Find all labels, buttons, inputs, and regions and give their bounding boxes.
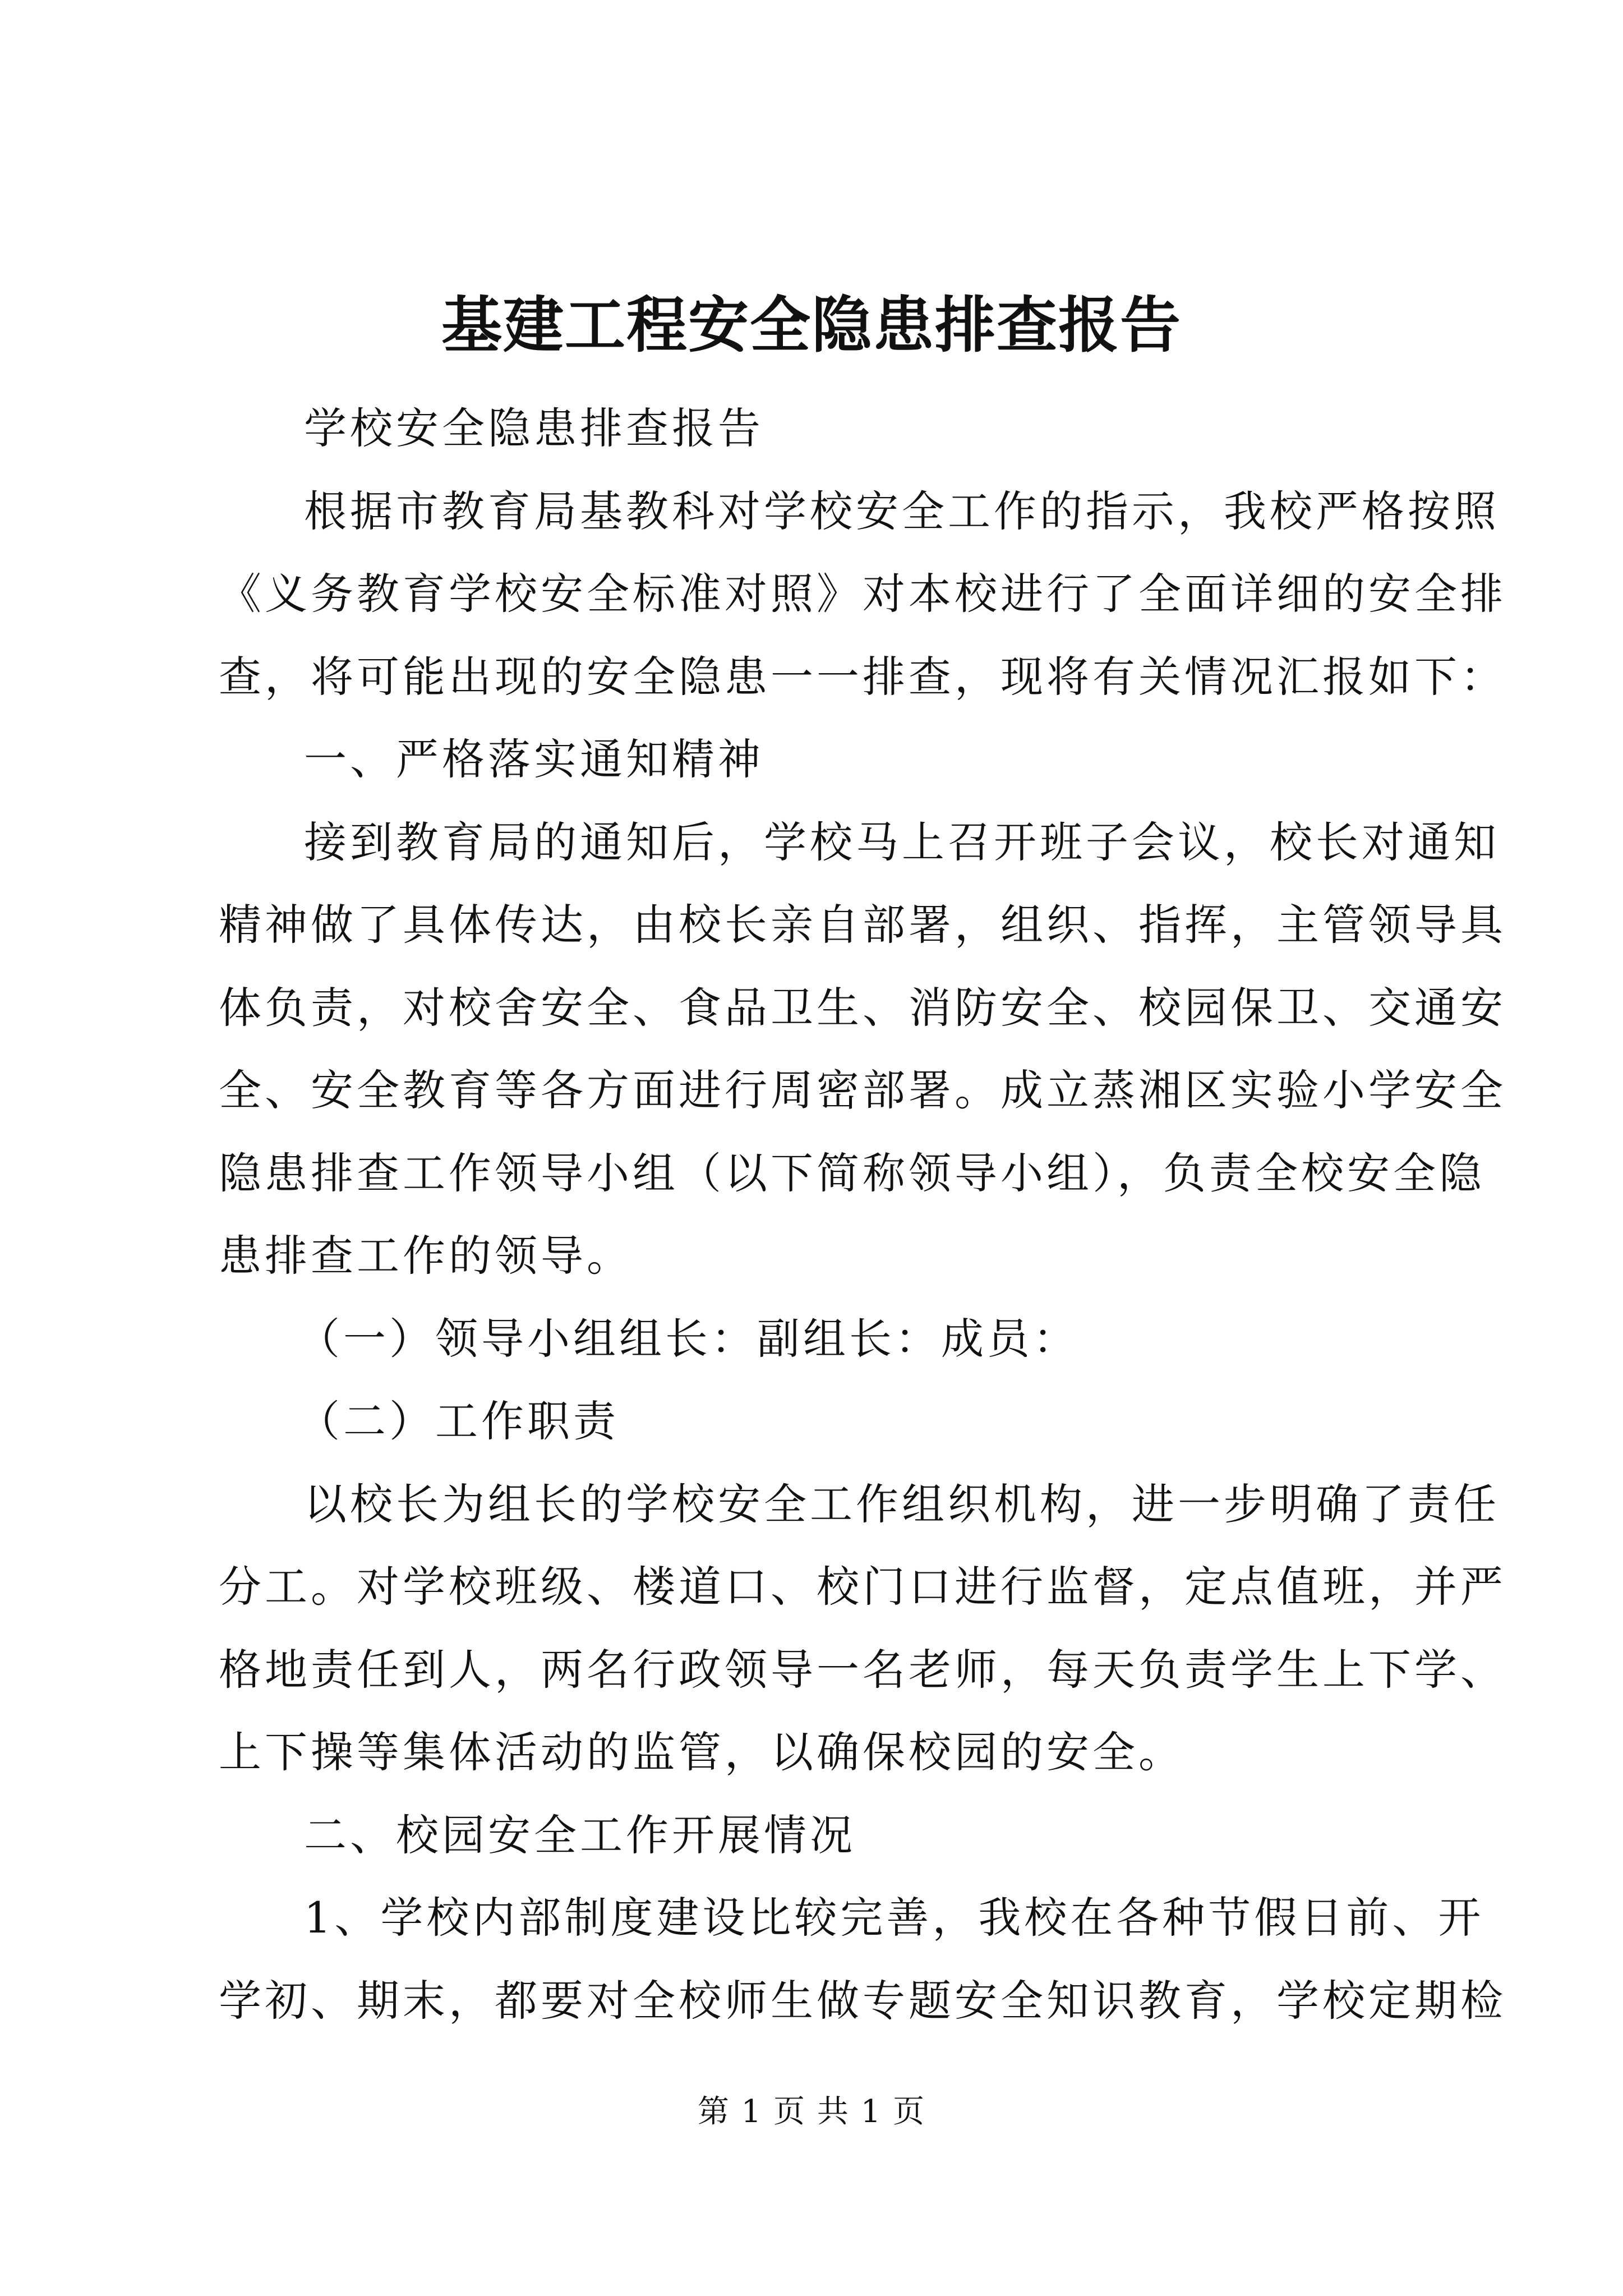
paragraph-line: 格地责任到人，两名行政领导一名老师，每天负责学生上下学、	[219, 1644, 1506, 1695]
paragraph-line: 根据市教育局基教科对学校安全工作的指示，我校严格按照	[304, 486, 1500, 536]
page-footer: 第 1 页 共 1 页	[697, 2093, 926, 2130]
document-body	[219, 387, 1506, 2042]
paragraph-line: 接到教育局的通知后，学校马上召开班子会议，校长对通知	[304, 817, 1500, 867]
paragraph-line: 患排查工作的领导。	[219, 1231, 633, 1281]
paragraph-line: 精神做了具体传达，由校长亲自部署，组织、指挥，主管领导具	[219, 900, 1506, 950]
section-heading: 一、严格落实通知精神	[304, 734, 764, 784]
subsection-heading: （二）工作职责	[297, 1396, 619, 1446]
paragraph-line: 1、学校内部制度建设比较完善，我校在各种节假日前、开	[304, 1893, 1484, 1943]
paragraph-line: 全、安全教育等各方面进行周密部署。成立蒸湘区实验小学安全	[219, 1065, 1506, 1115]
paragraph-line: 上下操等集体活动的监管，以确保校园的安全。	[219, 1727, 1184, 1777]
paragraph-line: 查，将可能出现的安全隐患一一排查，现将有关情况汇报如下：	[219, 651, 1506, 702]
subtitle-line: 学校安全隐患排查报告	[304, 403, 764, 453]
paragraph-line: 分工。对学校班级、楼道口、校门口进行监督，定点值班，并严	[219, 1562, 1506, 1612]
section-heading: 二、校园安全工作开展情况	[304, 1810, 856, 1860]
subsection-heading: （一）领导小组组长：副组长：成员：	[297, 1313, 1079, 1364]
paragraph-line: 隐患排查工作领导小组（以下简称领导小组），负责全校安全隐	[219, 1148, 1485, 1198]
document-title: 基建工程安全隐患排查报告	[441, 290, 1182, 361]
paragraph-line: 学初、期末，都要对全校师生做专题安全知识教育，学校定期检	[219, 1975, 1506, 2026]
paragraph-line: 以校长为组长的学校安全工作组织机构，进一步明确了责任	[304, 1479, 1500, 1529]
paragraph-line: 体负责，对校舍安全、食品卫生、消防安全、校园保卫、交通安	[219, 982, 1506, 1033]
paragraph-line: 《义务教育学校安全标准对照》对本校进行了全面详细的安全排	[219, 569, 1506, 619]
